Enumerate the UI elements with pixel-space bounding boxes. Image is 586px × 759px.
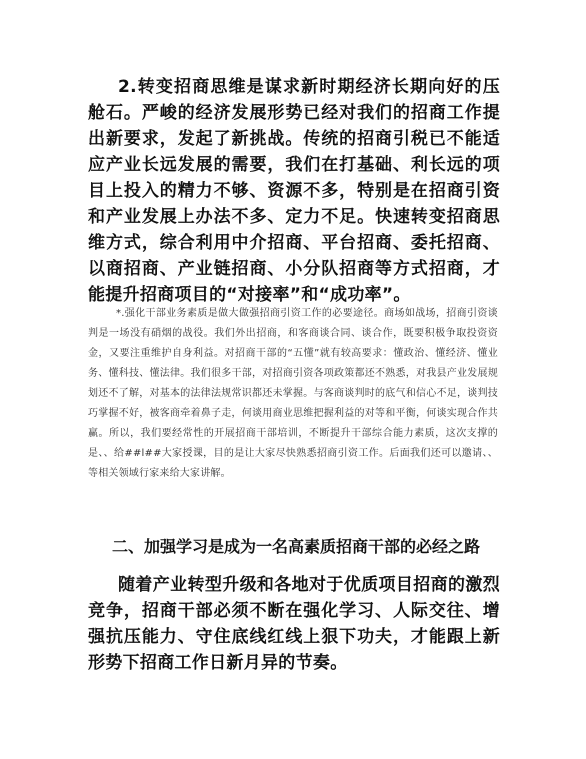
section-heading-learning: 二、加强学习是成为一名高素质招商干部的必经之路 <box>112 537 481 556</box>
paragraph-transform-thinking: 2.转变招商思维是谋求新时期经济长期向好的压舱石。严峻的经济发展形势已经对我们的招商工作提出新要求，发起了新挑战。传统的招商引税已不能适应产业长远发展的需要，我们在打基础、利长远的项目上投入的精力不够、资源不多，特别是在招商引资和产业发展上办法不多、定力不足。快速转变招商思维方式，综合利用中介招商、平台招商、委托招商、以商招商、产业链招商、小分队招商等方式招商，才能提升招商项目的“对接率”和“成功率”。 <box>88 77 500 305</box>
paragraph-cadre-quality: *.强化干部业务素质是做大做强招商引资工作的必要途径。商场如战场，招商引资谈判是一场没有硝烟的战役。我们外出招商，和客商谈合同、谈合作，既要积极争取投资资金，又要注重维护自身利益。对招商干部的“五懂”就有较高要求：懂政治、懂经济、懂业务、懂科技、懂法律。我们很多干部，对招商引资各项政策都还不熟悉，对我县产业发展规划还不了解，对基本的法律法规常识都还未掌握。与客商谈判时的底气和信心不足，谈判技巧掌握不好，被客商牵着鼻子走，何谈用商业思维把握利益的对等和平衡，何谈实现合作共赢。所以，我们要经常性的开展招商干部培训，不断提升干部综合能力素质，这次支撑的是、、给##l##大家授课，目的是让大家尽快熟悉招商引资工作。后面我们还可以邀请、、等相关领域行家来给大家讲解。 <box>88 308 498 479</box>
paragraph-industry-transformation: 随着产业转型升级和各地对于优质项目招商的激烈竞争，招商干部必须不断在强化学习、人际交往、增强抗压能力、守住底线红线上狠下功夫，才能跟上新形势下招商工作日新月异的节奏。 <box>88 575 500 673</box>
